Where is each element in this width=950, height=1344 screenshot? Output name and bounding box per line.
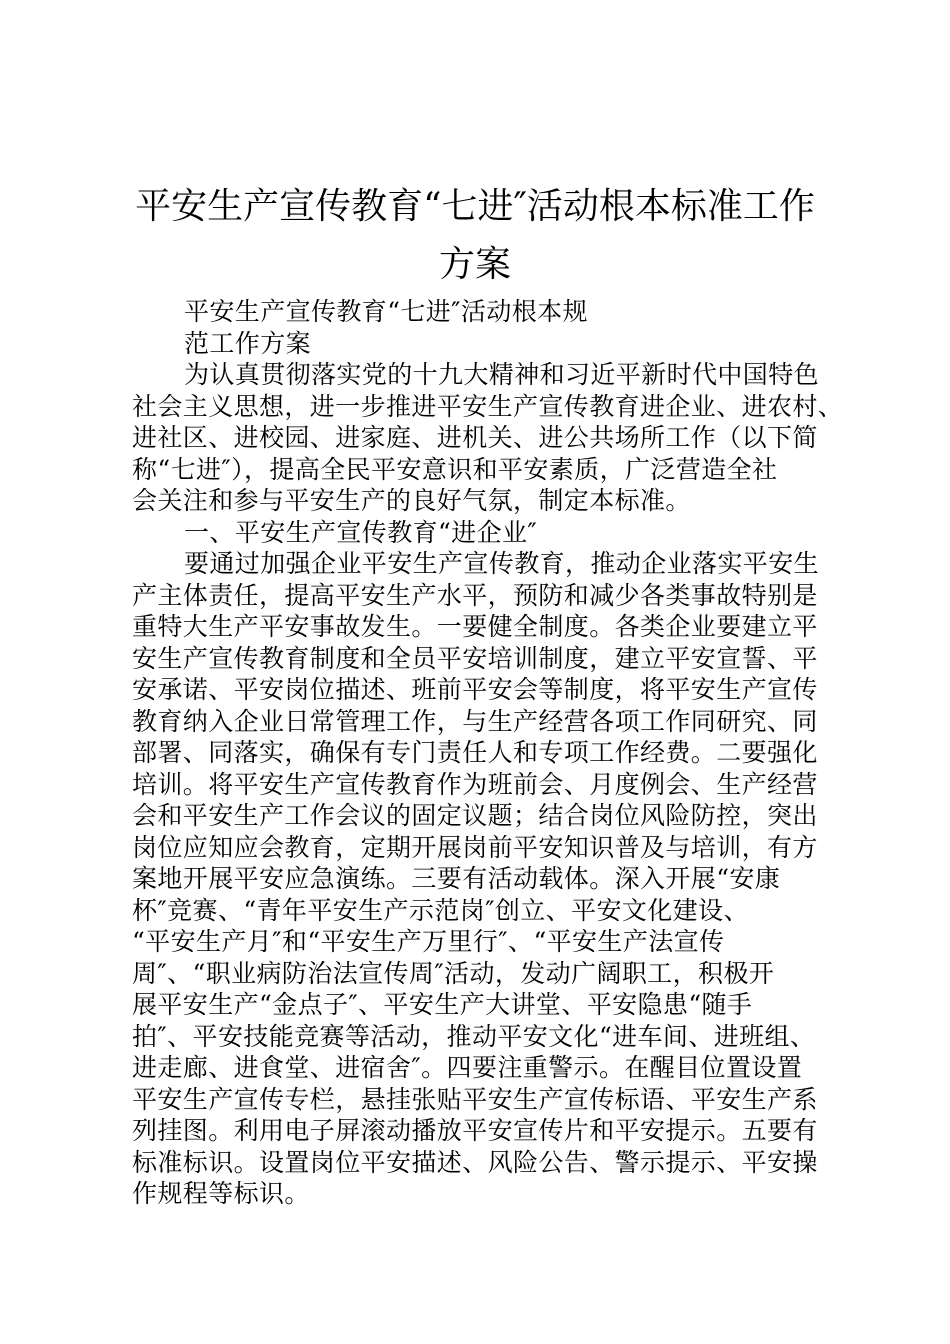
body-text-line: 社会主义思想，进一步推进平安生产宣传教育进企业、进农村、: [132, 391, 844, 421]
body-text-line: 案地开展平安应急演练。三要有活动载体。深入开展“安康: [132, 864, 781, 893]
body-text-line: 一、平安生产宣传教育“进企业″: [184, 517, 538, 547]
body-text-line: 周″、“职业病防治法宣传周″活动，发动广阔职工，积极开: [132, 958, 775, 988]
body-text-line: 部署、同落实，确保有专门责任人和专项工作经费。二要强化: [132, 738, 818, 767]
document-title: [100, 178, 850, 294]
body-text-line: 范工作方案: [184, 328, 312, 358]
body-text-line: 为认真贯彻落实党的十九大精神和习近平新时代中国特色: [184, 360, 820, 389]
body-text-line: 杯″竞赛、“青年平安生产示范岗″创立、平安文化建设、: [132, 895, 749, 925]
body-text-line: 称“七进″），提高全民平安意识和平安素质，广泛营造全社: [132, 454, 778, 484]
body-text-line: 会关注和参与平安生产的良好气氛，制定本标准。: [132, 486, 691, 515]
body-text-line: 安承诺、平安岗位描述、班前平安会等制度，将平安生产宣传: [132, 675, 818, 704]
body-text-line: 安生产宣传教育制度和全员平安培训制度，建立平安宣誓、平: [132, 643, 818, 673]
body-text-line: “平安生产月″和“平安生产万里行″、“平安生产法宣传: [132, 927, 725, 956]
body-text-line: 岗位应知应会教育，定期开展岗前平安知识普及与培训，有方: [132, 832, 818, 862]
body-text-line: 列挂图。利用电子屏滚动播放平安宣传片和平安提示。五要有: [132, 1116, 818, 1145]
body-text-line: 进走廊、进食堂、进宿舍″。四要注重警示。在醒目位置设置: [132, 1053, 803, 1082]
body-text-line: 产主体责任，提高平安生产水平，预防和减少各类事故特别是: [132, 580, 818, 610]
body-text-line: 平安生产宣传专栏，悬挂张贴平安生产宣传标语、平安生产系: [132, 1084, 818, 1114]
title-line: 平安生产宣传教育“七进″活动根本标准工作: [135, 186, 815, 227]
body-text-line: 重特大生产平安事故发生。一要健全制度。各类企业要建立平: [132, 612, 818, 641]
body-text-line: 标准标识。设置岗位平安描述、风险公告、警示提示、平安操: [132, 1147, 818, 1177]
body-text-line: 会和平安生产工作会议的固定议题；结合岗位风险防控，突出: [132, 801, 818, 830]
body-text-line: 作规程等标识。: [132, 1179, 310, 1208]
title-line: 方案: [438, 244, 511, 285]
body-text-line: 拍″、平安技能竞赛等活动，推动平安文化“进车间、进班组、: [132, 1021, 816, 1051]
body-text-line: 平安生产宣传教育“七进″活动根本规: [184, 297, 588, 326]
body-text-line: 要通过加强企业平安生产宣传教育，推动企业落实平安生: [184, 549, 820, 578]
body-text-line: 展平安生产“金点子″、平安生产大讲堂、平安隐患“随手: [132, 990, 753, 1019]
body-text-line: 教育纳入企业日常管理工作，与生产经营各项工作同研究、同: [132, 706, 818, 736]
document-body: [132, 296, 844, 1210]
body-text-line: 培训。将平安生产宣传教育作为班前会、月度例会、生产经营: [132, 769, 818, 799]
body-text-line: 进社区、进校园、进家庭、进机关、进公共场所工作（以下简: [132, 423, 818, 452]
